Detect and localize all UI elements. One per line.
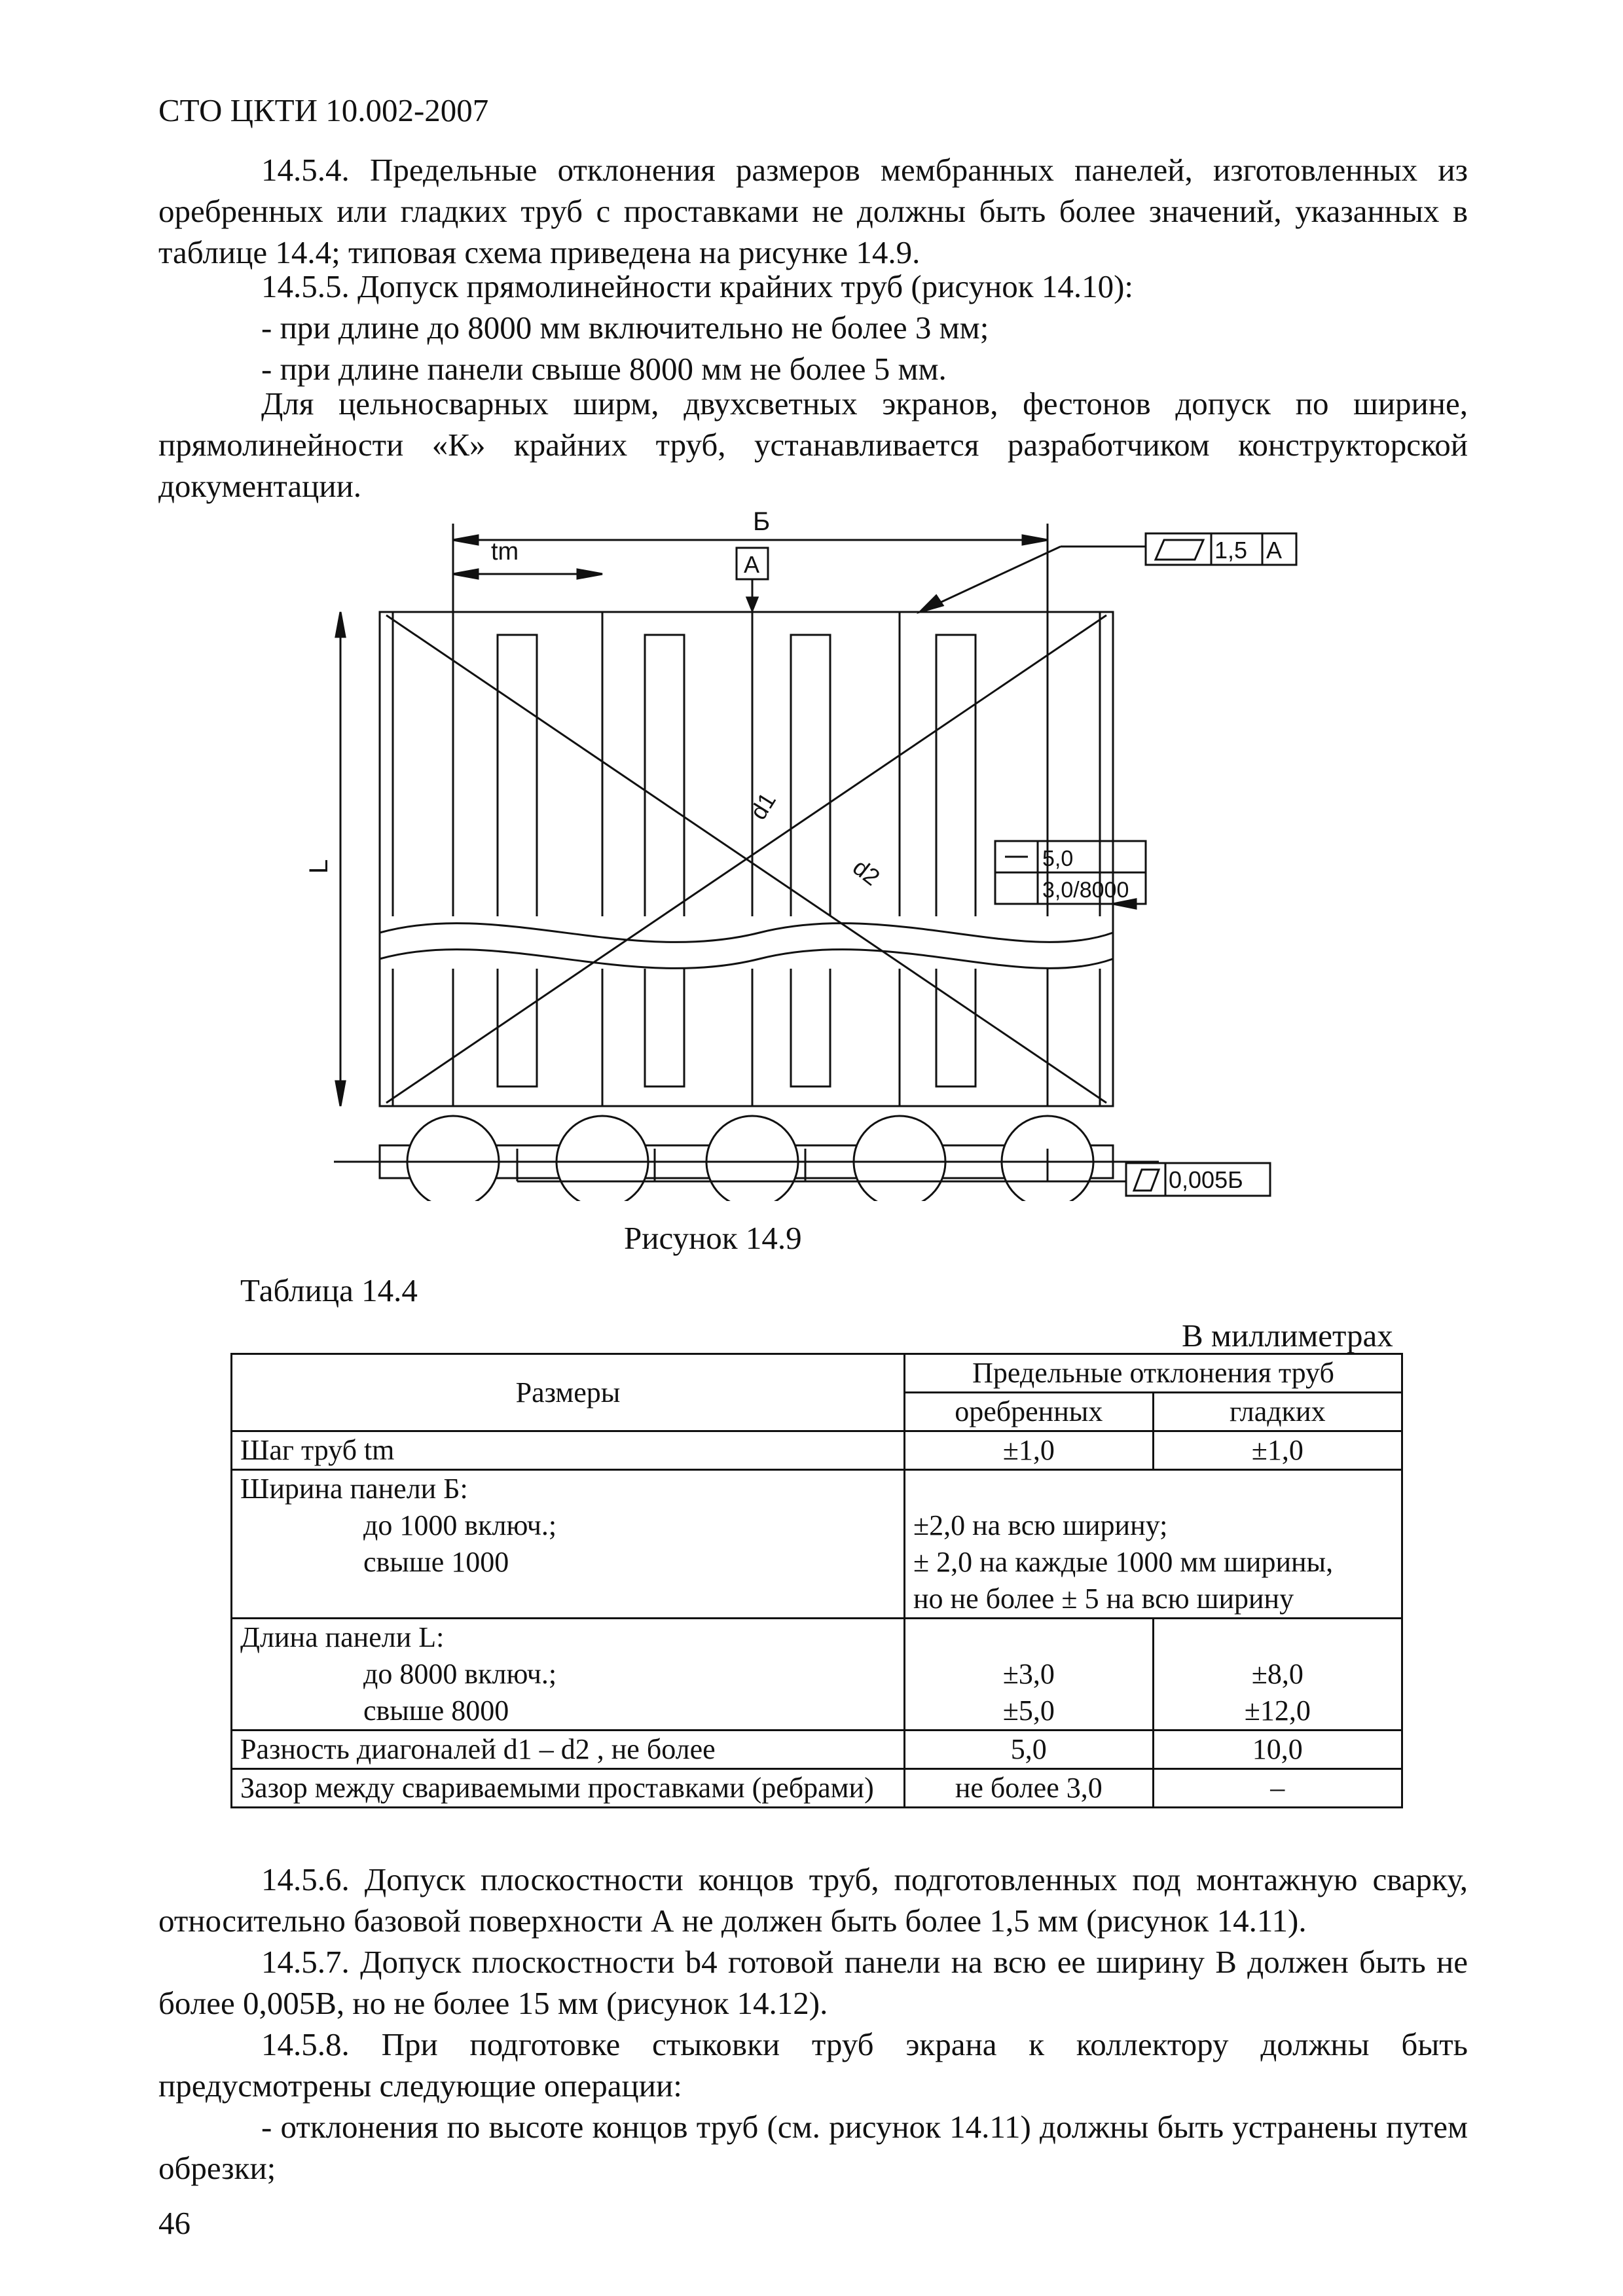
row-diagonal-finned: 5,0	[904, 1731, 1153, 1769]
row-gap-smooth: –	[1153, 1769, 1402, 1808]
row-length-s1: ±8,0	[1251, 1658, 1304, 1690]
row-pitch-smooth: ±1,0	[1153, 1431, 1402, 1470]
row-length-sub2: свыше 8000	[363, 1695, 509, 1727]
row-length-sub1: до 8000 включ.;	[363, 1658, 557, 1690]
paragraph-screens: Для цельносварных ширм, двухсветных экранов, фестонов допуск по ширине, прямолинейности «К» крайних труб, устанавливается разработчиком конструкторской документации.	[158, 386, 1468, 504]
list-item-over-8000: - при длине панели свыше 8000 мм не более 5 мм.	[261, 351, 947, 387]
row-width-v3: но не более ± 5 на всю ширину	[913, 1583, 1294, 1615]
paragraph-14-5-6: 14.5.6. Допуск плоскостности концов труб, подготовленных под монтажную сварку, относительно базовой поверхности А не должен быть более 1,5 мм (рисунок 14.11).	[158, 1861, 1468, 1939]
paragraph-14-5-5: 14.5.5. Допуск прямолинейности крайних труб (рисунок 14.10):	[261, 268, 1133, 304]
page-number: 46	[158, 2205, 191, 2241]
row-length-label: Длина панели L:	[240, 1621, 445, 1653]
row-gap-label: Зазор между свариваемыми проставками (ребрами)	[232, 1769, 905, 1808]
tolerance-table	[230, 1353, 1403, 1808]
table-row	[232, 1731, 1402, 1769]
figure-caption: Рисунок 14.9	[624, 1220, 802, 1256]
paragraph-14-5-4: 14.5.4. Предельные отклонения размеров мембранных панелей, изготовленных из оребренных или гладких труб с проставками не должны быть более значений, указанных в таблице 14.4; типовая схема приведена на рисунке 14.9.	[158, 152, 1468, 270]
label-length-l: L	[304, 859, 333, 874]
row-width-cell	[232, 1470, 905, 1619]
row-length-s2: ±12,0	[1244, 1695, 1311, 1727]
row-width-sub2: свыше 1000	[363, 1546, 509, 1578]
label-pitch-tm: tm	[491, 538, 519, 565]
row-length-smooth	[1153, 1619, 1402, 1731]
row-pitch-finned: ±1,0	[904, 1431, 1153, 1470]
document-header: СТО ЦКТИ 10.002-2007	[158, 92, 489, 128]
label-width-b: Б	[753, 507, 771, 536]
table-row	[232, 1769, 1402, 1808]
paragraph-14-5-7: 14.5.7. Допуск плоскостности b4 готовой панели на всю ее ширину В должен быть не более 0,005В, но не более 15 мм (рисунок 14.12).	[158, 1944, 1468, 2021]
row-length-cell	[232, 1619, 905, 1731]
row-diagonal-smooth: 10,0	[1153, 1731, 1402, 1769]
row-width-v2: ± 2,0 на каждые 1000 мм ширины,	[913, 1546, 1334, 1578]
label-d2: d2	[848, 853, 885, 891]
list-item-up-to-8000: - при длине до 8000 мм включительно не более 3 мм;	[261, 310, 989, 346]
header-sizes: Размеры	[232, 1354, 905, 1431]
row-length-finned	[904, 1619, 1153, 1731]
list-item-trim: - отклонения по высоте концов труб (см. рисунок 14.11) должны быть устранены путем обрезки;	[158, 2109, 1468, 2186]
bottom-flatness-callout	[301, 1149, 1322, 1227]
row-width-sub1: до 1000 включ.;	[363, 1509, 557, 1541]
row-diagonal-label: Разность диагоналей d1 – d2 , не более	[232, 1731, 905, 1769]
label-d1: d1	[744, 787, 782, 825]
table-row	[232, 1470, 1402, 1619]
straightness-value: 5,0	[1042, 846, 1074, 871]
row-gap-finned: не более 3,0	[904, 1769, 1153, 1808]
row-width-values	[904, 1470, 1402, 1619]
header-finned: оребренных	[904, 1393, 1153, 1431]
figure-14-9-diagram	[301, 507, 1322, 1201]
table-units: В миллиметрах	[1182, 1318, 1393, 1354]
flatness-value-bottom: 0,005Б	[1169, 1166, 1243, 1193]
straightness-per-length: 3,0/8000	[1042, 878, 1129, 903]
table-row	[232, 1619, 1402, 1731]
row-pitch-label: Шаг труб tm	[232, 1431, 905, 1470]
row-length-f1: ±3,0	[1002, 1658, 1055, 1690]
label-datum-a: A	[744, 551, 760, 578]
row-width-v1: ±2,0 на всю ширину;	[913, 1509, 1168, 1541]
header-smooth: гладких	[1153, 1393, 1402, 1431]
header-deviations: Предельные отклонения труб	[904, 1354, 1402, 1393]
table-row	[232, 1431, 1402, 1470]
table-caption: Таблица 14.4	[240, 1272, 418, 1308]
row-width-label: Ширина панели Б:	[240, 1473, 468, 1505]
flatness-ref-top: A	[1266, 537, 1283, 564]
paragraph-14-5-8: 14.5.8. При подготовке стыковки труб экрана к коллектору должны быть предусмотрены следующие операции:	[158, 2026, 1468, 2104]
flatness-value-top: 1,5	[1214, 537, 1248, 564]
row-length-f2: ±5,0	[1002, 1695, 1055, 1727]
